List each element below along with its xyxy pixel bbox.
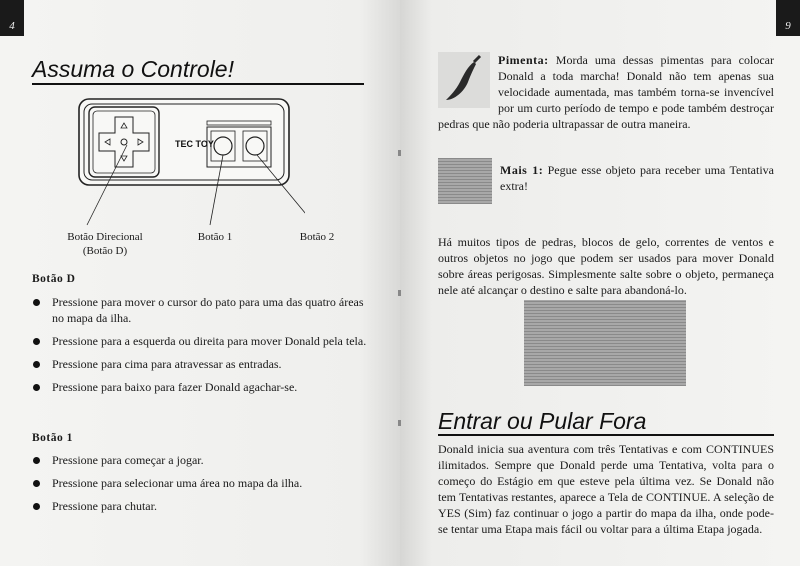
label-button-1: Botão 1 <box>197 231 233 243</box>
mais1-text: Pegue esse objeto para receber uma Tentativa extra! <box>500 163 774 193</box>
list-item: Pressione para a esquerda ou direita para mover Donald pela tela. <box>32 333 372 349</box>
pimenta-paragraph <box>438 52 774 132</box>
list-item: Pressione para baixo para fazer Donald agachar-se. <box>32 379 372 395</box>
page-number-left: 4 <box>0 0 24 36</box>
label-directional-button: Botão Direcional (Botão D) <box>67 231 143 257</box>
section-heading-d: Botão D <box>32 273 76 285</box>
list-item: Pressione para mover o cursor do pato para uma das quatro áreas no mapa da ilha. <box>32 294 372 326</box>
page-number-right: 9 <box>776 0 800 36</box>
gutter-mark <box>398 420 401 426</box>
obstacles-paragraph: Há muitos tipos de pedras, blocos de gelo, correntes de ventos e outros objetos no jogo que podem ser usados para mover Donald sobre áreas perigosas. Simplesmente salte sobre o objeto, permaneça nele até alcançar o destino e salte para abandoná-lo. <box>438 235 774 297</box>
list-item: Pressione para cima para atravessar as entradas. <box>32 356 372 372</box>
gutter-mark <box>398 290 401 296</box>
mais1-paragraph <box>500 162 774 194</box>
controller-illustration <box>75 95 305 230</box>
label-button-2: Botão 2 <box>299 231 335 243</box>
list-button-d <box>32 294 372 402</box>
section-title-continue: Entrar ou Pular Fora <box>438 408 647 434</box>
mais1-term: Mais 1: <box>500 163 544 177</box>
extra-life-screenshot <box>438 158 492 204</box>
list-item: Pressione para selecionar uma área no mapa da ilha. <box>32 475 372 491</box>
section-rule <box>438 434 774 436</box>
list-button-1 <box>32 452 372 521</box>
game-screenshot <box>524 300 686 386</box>
gutter-mark <box>398 150 401 156</box>
list-item: Pressione para começar a jogar. <box>32 452 372 468</box>
title-rule <box>32 83 364 85</box>
brand-logo: TEC TOY <box>175 139 214 149</box>
page-title: Assuma o Controle! <box>32 56 234 82</box>
continue-paragraph: Donald inicia sua aventura com três Tentativas e com CONTINUES ilimitados. Sempre que Donald perde uma Tentativa, volta para o começo do Estágio em que esteve pela última vez. Se Donald não tem Tentativas restantes, aparece a Tela de CONTINUE. A seleção de YES (Sim) faz continuar o jogo a partir do mapa da ilha, onde pode-se tentar uma Etapa mais fácil ou voltar para a última Etapa jogada. <box>438 442 774 536</box>
list-item: Pressione para chutar. <box>32 498 372 514</box>
pimenta-term: Pimenta: <box>498 53 549 67</box>
right-page <box>400 0 800 566</box>
section-heading-1: Botão 1 <box>32 432 73 444</box>
pimenta-text: Morda uma dessas pimentas para colocar Donald a toda marcha! Donald não tem apenas sua velocidade aumentada, mas também torna-se invencível por um curto período de tempo e pode também destroçar pedras que não poderia ultrapassar de outra maneira. <box>438 53 774 131</box>
